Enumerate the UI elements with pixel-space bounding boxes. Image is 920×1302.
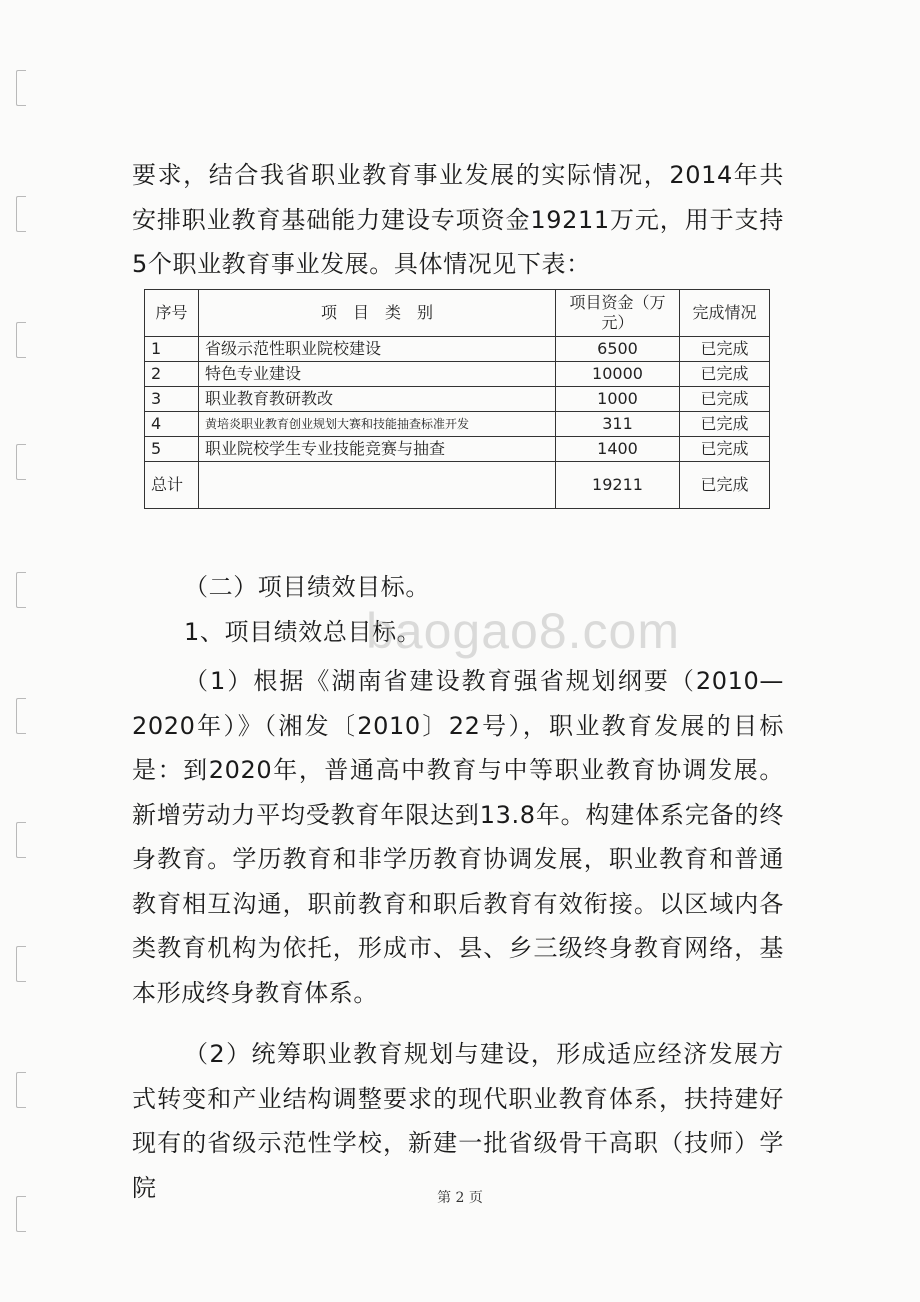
- cell-seq: 2: [145, 362, 199, 387]
- cell-total-amount: 19211: [556, 462, 680, 509]
- cell-status: 已完成: [680, 412, 770, 437]
- table-row: [145, 337, 770, 362]
- header-amount: 项目资金（万元）: [556, 290, 680, 337]
- cell-category: 黄培炎职业教育创业规划大赛和技能抽查标准开发: [199, 412, 556, 437]
- binding-hole-mark: [16, 70, 26, 106]
- binding-hole-mark: [16, 572, 26, 608]
- binding-hole-mark: [16, 444, 26, 480]
- cell-seq: 3: [145, 387, 199, 412]
- paragraph-2: （2）统筹职业教育规划与建设，形成适应经济发展方式转变和产业结构调整要求的现代职业教育体系，扶持建好现有的省级示范性学校，新建一批省级骨干高职（技师）学院: [132, 1040, 784, 1202]
- cell-category: 职业院校学生专业技能竞赛与抽查: [199, 437, 556, 462]
- header-category: 项 目 类 别: [199, 290, 556, 337]
- table-row: [145, 362, 770, 387]
- watermark: baogao8.com: [366, 603, 681, 659]
- cell-total-status: 已完成: [680, 462, 770, 509]
- table-row: [145, 387, 770, 412]
- intro-paragraph: 要求，结合我省职业教育事业发展的实际情况，2014年共安排职业教育基础能力建设专项资金19211万元，用于支持5个职业教育事业发展。具体情况见下表：: [132, 161, 784, 278]
- binding-hole-mark: [16, 196, 26, 232]
- cell-category: [199, 462, 556, 509]
- header-status: 完成情况: [680, 290, 770, 337]
- cell-status: 已完成: [680, 362, 770, 387]
- binding-hole-mark: [16, 1072, 26, 1108]
- cell-amount: 10000: [556, 362, 680, 387]
- cell-status: 已完成: [680, 337, 770, 362]
- binding-hole-mark: [16, 822, 26, 858]
- header-seq: 序号: [145, 290, 199, 337]
- cell-amount: 1000: [556, 387, 680, 412]
- table-header-row: [145, 290, 770, 337]
- funding-table: [144, 289, 770, 509]
- binding-hole-mark: [16, 698, 26, 734]
- cell-status: 已完成: [680, 387, 770, 412]
- cell-amount: 311: [556, 412, 680, 437]
- page-number-footer: 第 2 页: [437, 1190, 483, 1206]
- binding-hole-mark: [16, 322, 26, 358]
- cell-status: 已完成: [680, 437, 770, 462]
- table-total-row: [145, 462, 770, 509]
- section-heading: （二）项目绩效目标。: [184, 573, 430, 601]
- table-row: [145, 412, 770, 437]
- cell-seq: 4: [145, 412, 199, 437]
- cell-amount: 6500: [556, 337, 680, 362]
- table-row: [145, 437, 770, 462]
- cell-total-label: 总计: [145, 462, 199, 509]
- cell-category: 职业教育教研教改: [199, 387, 556, 412]
- cell-seq: 5: [145, 437, 199, 462]
- subheading: 1、项目绩效总目标。: [184, 618, 422, 646]
- binding-hole-mark: [16, 946, 26, 982]
- cell-category: 省级示范性职业院校建设: [199, 337, 556, 362]
- cell-category: 特色专业建设: [199, 362, 556, 387]
- cell-seq: 1: [145, 337, 199, 362]
- paragraph-1: （1）根据《湖南省建设教育强省规划纲要（2010—2020年）》（湘发〔2010〕22号），职业教育发展的目标是：到2020年，普通高中教育与中等职业教育协调发展。新增劳动力平均受教育年限达到13.8年。构建体系完备的终身教育。学历教育和非学历教育协调发展，职业教育和普通教育相互沟通，职前教育和职后教育有效衔接。以区域内各类教育机构为依托，形成市、县、乡三级终身教育网络，基本形成终身教育体系。: [132, 667, 784, 1007]
- cell-amount: 1400: [556, 437, 680, 462]
